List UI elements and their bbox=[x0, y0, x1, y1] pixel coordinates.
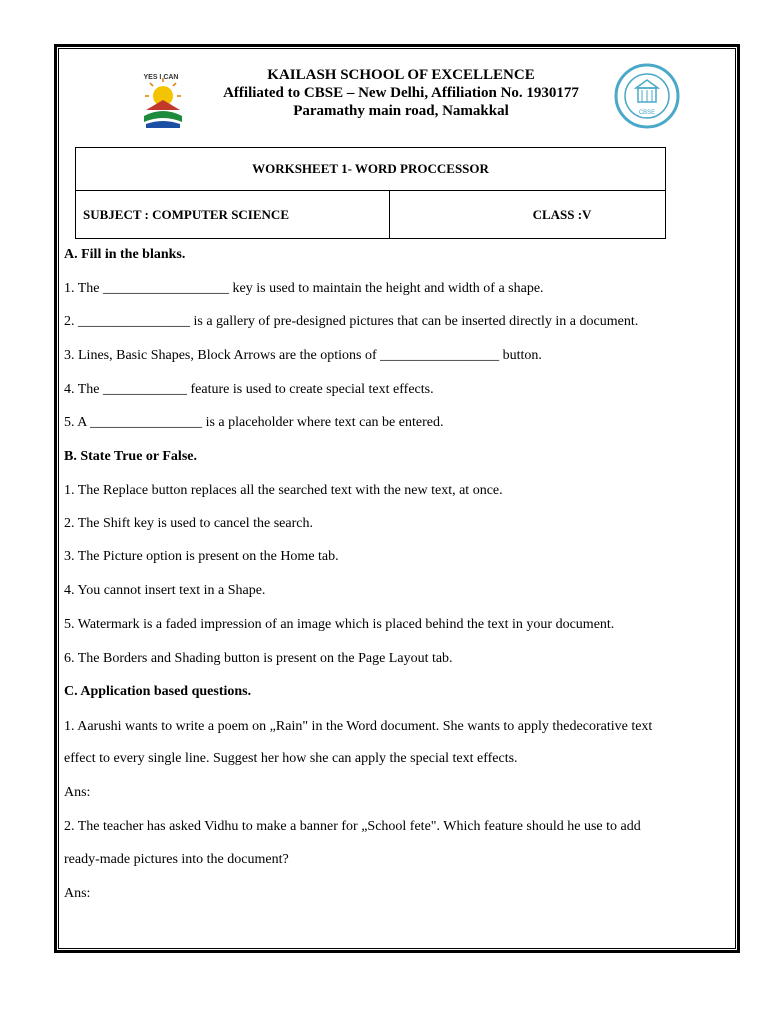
section-b-heading: B. State True or False. bbox=[64, 449, 197, 464]
worksheet-title: WORKSHEET 1- WORD PROCCESSOR bbox=[76, 148, 666, 191]
answer-c2-label: Ans: bbox=[64, 886, 91, 901]
question-a1: 1. The __________________ key is used to maintain the height and width of a shape. bbox=[64, 281, 544, 296]
worksheet-info-table bbox=[75, 147, 666, 239]
school-name: KAILASH SCHOOL OF EXCELLENCE bbox=[267, 67, 535, 83]
question-b5: 5. Watermark is a faded impression of an image which is placed behind the text in your document. bbox=[64, 617, 615, 632]
question-c1-line2: effect to every single line. Suggest her how she can apply the special text effects. bbox=[64, 751, 518, 766]
school-affiliation: Affiliated to CBSE – New Delhi, Affiliation No. 1930177 bbox=[223, 85, 579, 101]
logo-left-text: YES I CAN bbox=[143, 74, 179, 81]
section-c-heading: C. Application based questions. bbox=[64, 684, 252, 699]
question-a3: 3. Lines, Basic Shapes, Block Arrows are the options of _________________ button. bbox=[64, 348, 542, 363]
subject-cell: SUBJECT : COMPUTER SCIENCE bbox=[76, 191, 390, 239]
question-b2: 2. The Shift key is used to cancel the search. bbox=[64, 516, 313, 531]
question-b4: 4. You cannot insert text in a Shape. bbox=[64, 583, 266, 598]
question-b1: 1. The Replace button replaces all the searched text with the new text, at once. bbox=[64, 483, 503, 498]
class-cell: CLASS :V bbox=[390, 191, 666, 239]
section-a-heading: A. Fill in the blanks. bbox=[64, 247, 186, 262]
school-address: Paramathy main road, Namakkal bbox=[293, 103, 509, 119]
answer-c1-label: Ans: bbox=[64, 785, 91, 800]
question-a5: 5. A ________________ is a placeholder where text can be entered. bbox=[64, 415, 444, 430]
question-a4: 4. The ____________ feature is used to create special text effects. bbox=[64, 382, 434, 397]
logo-right-text: CBSE bbox=[638, 110, 656, 116]
question-c1-line1: 1. Aarushi wants to write a poem on „Rain" in the Word document. She wants to apply thedecorative text bbox=[64, 719, 653, 734]
school-header bbox=[0, 66, 768, 120]
question-a2: 2. ________________ is a gallery of pre-designed pictures that can be inserted directly in a document. bbox=[64, 314, 639, 329]
question-b6: 6. The Borders and Shading button is present on the Page Layout tab. bbox=[64, 651, 453, 666]
question-b3: 3. The Picture option is present on the Home tab. bbox=[64, 549, 339, 564]
question-c2-line1: 2. The teacher has asked Vidhu to make a banner for „School fete". Which feature should he use to add bbox=[64, 819, 641, 834]
question-c2-line2: ready-made pictures into the document? bbox=[64, 852, 289, 867]
